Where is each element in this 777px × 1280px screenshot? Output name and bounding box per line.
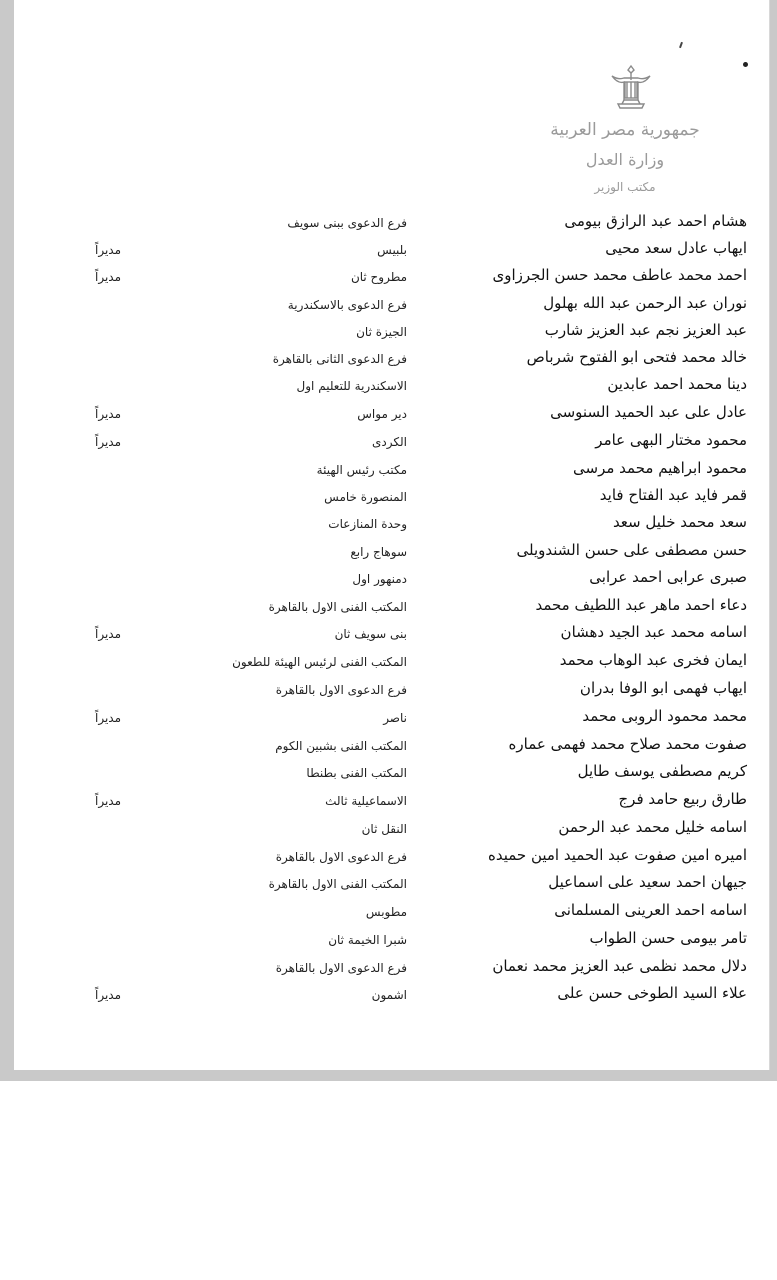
list-item	[0, 264, 777, 288]
employee-name: اسامه احمد العرينى المسلمانى	[554, 901, 747, 919]
employee-name: تامر بيومى حسن الطواب	[589, 929, 747, 947]
branch-name: بنى سويف ثان	[334, 627, 407, 641]
employee-name: محمود مختار البهى عامر	[595, 431, 747, 449]
employee-name: عادل على عبد الحميد السنوسى	[550, 403, 747, 421]
list-item	[0, 346, 777, 370]
employee-name: خالد محمد فتحى ابو الفتوح شرباص	[526, 348, 747, 366]
branch-name: فرع الدعوى الثانى بالقاهرة	[272, 352, 407, 366]
branch-name: المكتب الفنى بشبين الكوم	[275, 739, 407, 753]
role-label: مديراً	[95, 627, 122, 641]
branch-name: دير مواس	[357, 407, 407, 421]
role-label: مديراً	[95, 243, 122, 257]
employee-name: سعد محمد خليل سعد	[612, 513, 747, 531]
list-item	[0, 237, 777, 261]
employee-name: اميره امين صفوت عبد الحميد امين حميده	[487, 846, 747, 864]
list-item	[0, 788, 777, 812]
branch-name: الكردى	[372, 435, 407, 449]
header-country: جمهورية مصر العربية	[550, 120, 700, 140]
list-item	[0, 927, 777, 951]
branch-name: سوهاج رابع	[350, 545, 407, 559]
list-item	[0, 373, 777, 397]
list-item	[0, 733, 777, 757]
branch-name: فرع الدعوى الاول بالقاهرة	[275, 683, 407, 697]
employee-name: ايهاب عادل سعد محيى	[605, 239, 747, 257]
branch-name: الاسكندرية للتعليم اول	[296, 379, 407, 393]
list-item	[0, 429, 777, 453]
employee-name: جيهان احمد سعيد على اسماعيل	[548, 873, 747, 891]
branch-name: المنصورة خامس	[324, 490, 407, 504]
list-item	[0, 511, 777, 535]
employee-name: ايمان فخرى عبد الوهاب محمد	[559, 651, 747, 669]
role-label: مديراً	[95, 435, 122, 449]
list-item	[0, 594, 777, 618]
role-label: مديراً	[95, 270, 122, 284]
list-item	[0, 292, 777, 316]
branch-name: فرع الدعوى بالاسكندرية	[287, 298, 407, 312]
eagle-emblem-icon	[606, 62, 656, 112]
employee-name: محمود ابراهيم محمد مرسى	[573, 459, 747, 477]
employee-name: ايهاب فهمى ابو الوفا بدران	[579, 679, 747, 697]
branch-name: الجيزة ثان	[356, 325, 407, 339]
employee-name: هشام احمد عبد الرازق بيومى	[564, 212, 747, 230]
list-item	[0, 677, 777, 701]
employee-name: احمد محمد عاطف محمد حسن الجرزاوى	[492, 266, 747, 284]
list-item	[0, 844, 777, 868]
list-item	[0, 955, 777, 979]
role-label: مديراً	[95, 711, 122, 725]
list-item	[0, 760, 777, 784]
list-item	[0, 649, 777, 673]
branch-name: اشمون	[371, 988, 407, 1002]
role-label: مديراً	[95, 407, 122, 421]
header-office: مكتب الوزير	[594, 180, 656, 194]
employee-name: طارق ربيع حامد فرج	[618, 790, 747, 808]
branch-name: المكتب الفنى الاول بالقاهرة	[268, 877, 407, 891]
branch-name: وحدة المنازعات	[328, 517, 407, 531]
branch-name: فرع الدعوى الاول بالقاهرة	[275, 850, 407, 864]
list-item	[0, 871, 777, 895]
ink-dot	[743, 62, 748, 67]
employee-name: كريم مصطفى يوسف طايل	[577, 762, 747, 780]
branch-name: مطروح ثان	[350, 270, 407, 284]
branch-name: فرع الدعوى الاول بالقاهرة	[275, 961, 407, 975]
branch-name: شبرا الخيمة ثان	[328, 933, 407, 947]
list-item	[0, 319, 777, 343]
employee-name: صبرى عرابى احمد عرابى	[589, 568, 747, 586]
list-item	[0, 566, 777, 590]
list-item	[0, 401, 777, 425]
role-label: مديراً	[95, 988, 122, 1002]
branch-name: المكتب الفنى بطنطا	[306, 766, 407, 780]
branch-name: دمنهور اول	[352, 572, 407, 586]
header-ministry: وزارة العدل	[585, 150, 665, 169]
list-item	[0, 484, 777, 508]
branch-name: المكتب الفنى الاول بالقاهرة	[268, 600, 407, 614]
employee-name: علاء السيد الطوخى حسن على	[557, 984, 747, 1002]
role-label: مديراً	[95, 794, 122, 808]
branch-name: النقل ثان	[361, 822, 407, 836]
branch-name: المكتب الفنى لرئيس الهيئة للطعون	[232, 655, 407, 669]
list-item	[0, 457, 777, 481]
branch-name: مطوبس	[365, 905, 407, 919]
employee-name: اسامه محمد عبد الجيد دهشان	[560, 623, 747, 641]
employee-name: دلال محمد نظمى عبد العزيز محمد نعمان	[492, 957, 747, 975]
employee-name: نوران عبد الرحمن عبد الله بهلول	[543, 294, 747, 312]
employee-name: حسن مصطفى على حسن الشندويلى	[516, 541, 747, 559]
branch-name: مكتب رئيس الهيئة	[316, 463, 407, 477]
list-item	[0, 899, 777, 923]
employee-name: دينا محمد احمد عابدين	[607, 375, 747, 393]
list-item	[0, 539, 777, 563]
branch-name: ناصر	[383, 711, 407, 725]
list-item	[0, 705, 777, 729]
branch-name: بلبيس	[377, 243, 407, 257]
branch-name: الاسماعيلية ثالث	[325, 794, 407, 808]
list-item	[0, 816, 777, 840]
list-item	[0, 982, 777, 1006]
list-item	[0, 210, 777, 234]
employee-name: اسامه خليل محمد عبد الرحمن	[558, 818, 747, 836]
employee-name: صفوت محمد صلاح محمد فهمى عماره	[508, 735, 747, 753]
employee-name: عبد العزيز نجم عبد العزيز شارب	[544, 321, 747, 339]
employee-name: قمر فايد عبد الفتاح فايد	[599, 486, 747, 504]
employee-name: دعاء احمد ماهر عبد اللطيف محمد	[535, 596, 747, 614]
employee-name: محمد محمود الروبى محمد	[582, 707, 747, 725]
list-item	[0, 621, 777, 645]
branch-name: فرع الدعوى ببنى سويف	[287, 216, 407, 230]
